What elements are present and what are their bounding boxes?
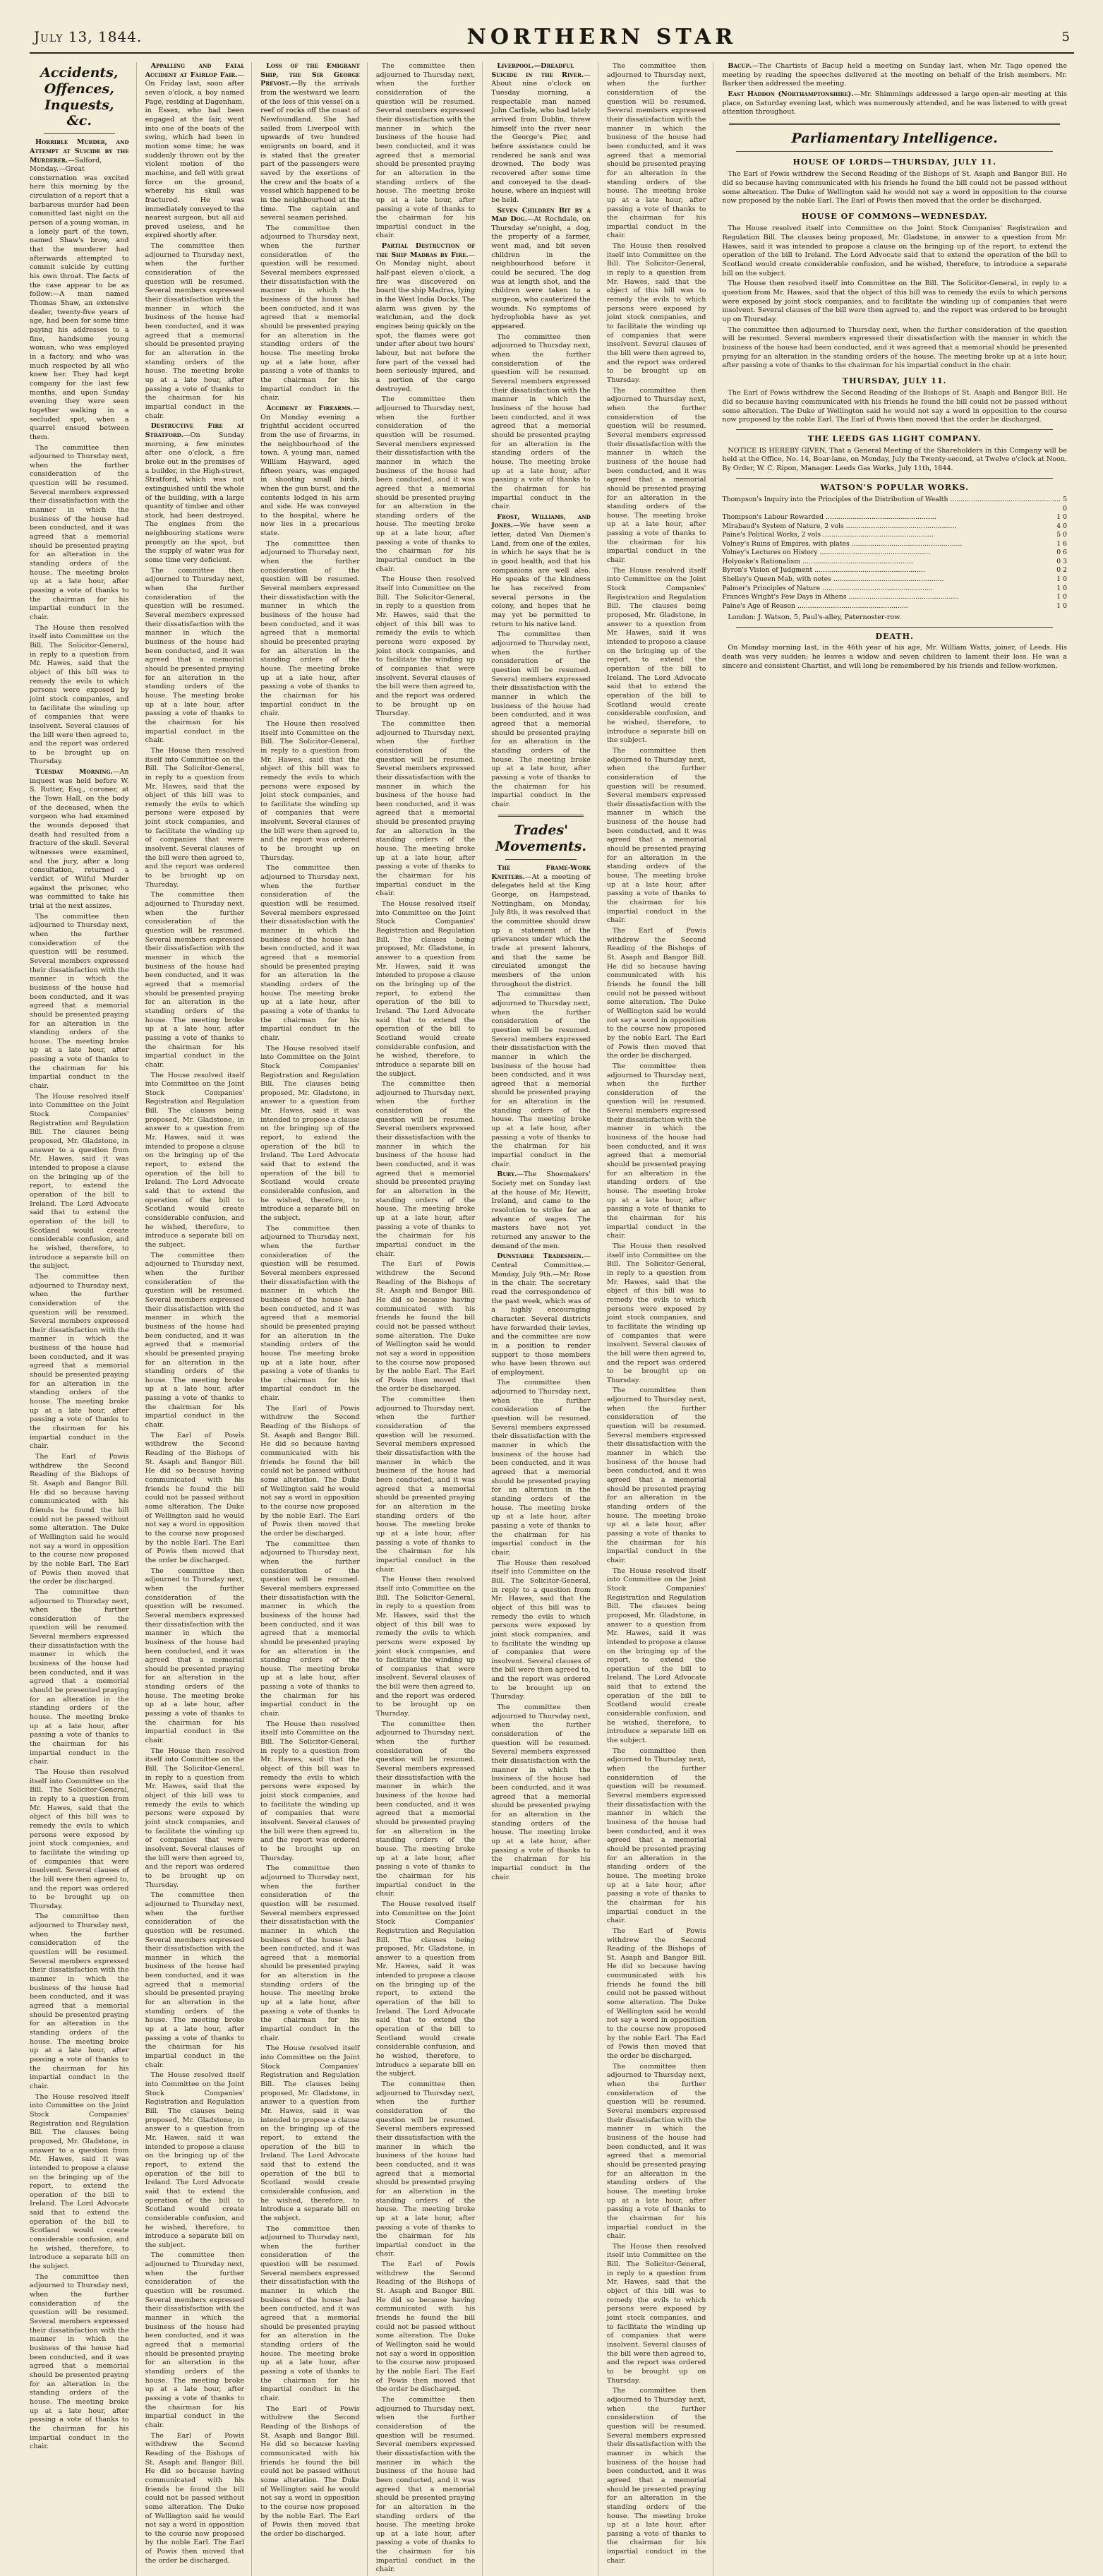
subheading-lords: HOUSE OF LORDS—THURSDAY, JULY 11.	[792, 157, 996, 167]
article-continuation: The committee then adjourned to Thursday next, when the further consideration of the question will be resumed. Several members expressed their dissatisfaction with the manner in which the business of the house had been conducted, and it was agreed that a memorial should be presented praying for an alteration in the standing orders of the house. The meeting broke up at a late hour, after passing a vote of thanks to the chairman for his impartial conduct in the chair.	[30, 1588, 129, 1766]
article-continuation: The committee then adjourned to Thursday next, when the further consideration of the question will be resumed. Several members expressed their dissatisfaction with the manner in which the business of the house had been conducted, and it was agreed that a memorial should be presented praying for an alteration in the standing orders of the house. The meeting broke up at a late hour, after passing a vote of thanks to the chairman for his impartial conduct in the chair.	[722, 325, 1067, 370]
article-continuation: The Earl of Powis withdrew the Second Reading of the Bishops of St. Asaph and Bangor Bill. He did so because having communicated with his friends he found the bill could not be passed without some alteration. The Duke of Wellington said he would not say a word in opposition to the course now proposed by the noble Earl. The Earl of Powis then moved that the order be discharged.	[375, 2260, 476, 2394]
article-continuation: The committee then adjourned to Thursday next, when the further consideration of the question will be resumed. Several members expressed their dissatisfaction with the manner in which the business of the house had been conducted, and it was agreed that a memorial should be presented praying for an alteration in the standing orders of the house. The meeting broke up at a late hour, after passing a vote of thanks to the chairman for his impartial conduct in the chair.	[145, 2251, 245, 2429]
article-inquest: Tuesday Morning.—An inquest was held before W. S. Rutter, Esq., coroner, at the Town Hall, on the body of the deceased, when the surgeon who had examined the wounds deposed that death had resulted from a fracture of the skull. Several witnesses were examined, and the jury, after a long consultation, returned a verdict of Wilful Murder against the prisoner, who was committed to take his trial at the next assizes.	[30, 768, 129, 910]
masthead	[30, 21, 1074, 54]
column-5	[491, 62, 598, 2576]
article-continuation: The House resolved itself into Committee on the Joint Stock Companies' Registration and Regulation Bill. The clauses being proposed, Mr. Gladstone, in answer to a question from Mr. Hawes, said it was intended to propose a clause on the bringing up of the report, to extend the operation of the bill to Ireland. The Lord Advocate said that to extend the operation of the bill to Scotland would create considerable confusion, and he wished, therefore, to introduce a separate bill on the subject.	[145, 1071, 245, 1249]
list-item: Paine's Age of Reason ..... 1 0	[722, 602, 1067, 611]
article-continuation: The House then resolved itself into Committee on the Bill. The Solicitor-General, in reply to a question from Mr. Hawes, said that the object of this bill was to remedy the evils to which persons were exposed by joint stock companies, and to facilitate the winding up of companies that were insolvent. Several clauses of the bill were then agreed to, and the report was ordered to be brought up on Thursday.	[260, 1720, 360, 1862]
column-4	[376, 62, 483, 2576]
list-item: Volney's Lectures on History ..... 0 6	[722, 549, 1067, 558]
article-continuation: The committee then adjourned to Thursday next, when the further consideration of the question will be resumed. Several members expressed their dissatisfaction with the manner in which the business of the house had been conducted, and it was agreed that a memorial should be presented praying for an alteration in the standing orders of the house. The meeting broke up at a late hour, after passing a vote of thanks to the chairman for his impartial conduct in the chair.	[491, 333, 591, 511]
article-loss-of-ship: Loss of the Emigrant Ship, the Sir George Prevost.—By the arrivals from the westward we learn of the loss of this vessel on a reef of rocks off the coast of Newfoundland. She had sailed from Liverpool with upwards of two hundred emigrants on board, and it is stated that the greater part of the passengers were saved by the exertions of the crew and the boats of a vessel which happened to be in the neighbourhood at the time. The captain and several seamen perished.	[260, 62, 360, 222]
article-continuation: The committee then adjourned to Thursday next, when the further consideration of the question will be resumed. Several members expressed their dissatisfaction with the manner in which the business of the house had been conducted, and it was agreed that a memorial should be presented praying for an alteration in the standing orders of the house. The meeting broke up at a late hour, after passing a vote of thanks to the chairman for his impartial conduct in the chair.	[375, 1080, 476, 1258]
newspaper-page	[30, 21, 1074, 2574]
article-continuation: The Earl of Powis withdrew the Second Reading of the Bishops of St. Asaph and Bangor Bill. He did so because having communicated with his friends he found the bill could not be passed without some alteration. The Duke of Wellington said he would not say a word in opposition to the course now proposed by the noble Earl. The Earl of Powis then moved that the order be discharged.	[375, 1260, 476, 1394]
article-continuation: The House then resolved itself into Committee on the Bill. The Solicitor-General, in reply to a question from Mr. Hawes, said that the object of this bill was to remedy the evils to which persons were exposed by joint stock companies, and to facilitate the winding up of companies that were insolvent. Several clauses of the bill were then agreed to, and the report was ordered to be brought up on Thursday.	[30, 623, 129, 766]
article-continuation: The House resolved itself into Committee on the Joint Stock Companies' Registration and Regulation Bill. The clauses being proposed, Mr. Gladstone, in answer to a question from Mr. Hawes, said it was intended to propose a clause on the bringing up of the report, to extend the operation of the bill to Ireland. The Lord Advocate said that to extend the operation of the bill to Scotland would create considerable confusion, and he wished, therefore, to introduce a separate bill on the subject.	[30, 2092, 129, 2271]
divider	[736, 627, 1053, 628]
article-continuation: The committee then adjourned to Thursday next, when the further consideration of the question will be resumed. Several members expressed their dissatisfaction with the manner in which the business of the house had been conducted, and it was agreed that a memorial should be presented praying for an alteration in the standing orders of the house. The meeting broke up at a late hour, after passing a vote of thanks to the chairman for his impartial conduct in the chair.	[375, 2080, 476, 2258]
article-continuation: The committee then adjourned to Thursday next, when the further consideration of the question will be resumed. Several members expressed their dissatisfaction with the manner in which the business of the house had been conducted, and it was agreed that a memorial should be presented praying for an alteration in the standing orders of the house. The meeting broke up at a late hour, after passing a vote of thanks to the chairman for his impartial conduct in the chair.	[145, 891, 245, 1069]
column-3	[260, 62, 368, 2576]
article-continuation: The House then resolved itself into Committee on the Bill. The Solicitor-General, in reply to a question from Mr. Hawes, said that the object of this bill was to remedy the evils to which persons were exposed by joint stock companies, and to facilitate the winding up of companies that were insolvent. Several clauses of the bill were then agreed to, and the report was ordered to be brought up on Thursday.	[606, 1242, 706, 1384]
article-continuation: The committee then adjourned to Thursday next, when the further consideration of the question will be resumed. Several members expressed their dissatisfaction with the manner in which the business of the house had been conducted, and it was agreed that a memorial should be presented praying for an alteration in the standing orders of the house. The meeting broke up at a late hour, after passing a vote of thanks to the chairman for his impartial conduct in the chair.	[30, 1272, 129, 1451]
article-continuation: The committee then adjourned to Thursday next, when the further consideration of the question will be resumed. Several members expressed their dissatisfaction with the manner in which the business of the house had been conducted, and it was agreed that a memorial should be presented praying for an alteration in the standing orders of the house. The meeting broke up at a late hour, after passing a vote of thanks to the chairman for his impartial conduct in the chair.	[30, 912, 129, 1091]
article-frost-williams: Frost, Williams, and Jones.—We have seen a letter, dated Van Diemen's Land, from one of the exiles, in which he says that he is in good health, and that his companions are well also. He speaks of the kindness he has received from several persons in the colony, and hopes that he may yet be permitted to return to his native land.	[491, 513, 591, 628]
list-item: Holyoake's Rationalism ..... 0 3	[722, 558, 1067, 567]
article-continuation: The House then resolved itself into Committee on the Bill. The Solicitor-General, in reply to a question from Mr. Hawes, said that the object of this bill was to remedy the evils to which persons were exposed by joint stock companies, and to facilitate the winding up of companies that were insolvent. Several clauses of the bill were then agreed to, and the report was ordered to be brought up on Thursday.	[375, 575, 476, 718]
article-continuation: The committee then adjourned to Thursday next, when the further consideration of the question will be resumed. Several members expressed their dissatisfaction with the manner in which the business of the house had been conducted, and it was agreed that a memorial should be presented praying for an alteration in the standing orders of the house. The meeting broke up at a late hour, after passing a vote of thanks to the chairman for his impartial conduct in the chair.	[375, 2395, 476, 2574]
article-fire: Destructive Fire at Stratford.—On Sunday morning, a few minutes after one o'clock, a fire broke out in the premises of a builder, in the High-street, Stratford, which was not extinguished until the whole of the building, with a large quantity of timber and other stock, had been destroyed. The engines from the neighbouring stations were promptly on the spot, but the supply of water was for some time very deficient.	[145, 422, 245, 565]
list-item: Mirabaud's System of Nature, 2 vols ..... 4 0	[722, 522, 1067, 532]
list-item: Volney's Ruins of Empires, with plates ..... 1 6	[722, 540, 1067, 549]
watson-imprint: London: J. Watson, 5, Paul's-alley, Paternoster-row.	[728, 613, 902, 622]
column-2	[145, 62, 253, 2576]
article-lords: The Earl of Powis withdrew the Second Reading of the Bishops of St. Asaph and Bangor Bill. He did so because having communicated with his friends he found the bill could not be passed without some alteration. The Duke of Wellington said he would not say a word in opposition to the course now proposed by the noble Earl. The Earl of Powis then moved that the order be discharged.	[722, 170, 1067, 205]
article-continuation: The House then resolved itself into Committee on the Bill. The Solicitor-General, in reply to a question from Mr. Hawes, said that the object of this bill was to remedy the evils to which persons were exposed by joint stock companies, and to facilitate the winding up of companies that were insolvent. Several clauses of the bill were then agreed to, and the report was ordered to be brought up on Thursday.	[375, 1576, 476, 1718]
death-notice-title: DEATH.	[875, 631, 914, 641]
list-item: Byron's Vision of Judgment ..... 0 2	[722, 566, 1067, 575]
article-continuation: The committee then adjourned to Thursday next, when the further consideration of the question will be resumed. Several members expressed their dissatisfaction with the manner in which the business of the house had been conducted, and it was agreed that a memorial should be presented praying for an alteration in the standing orders of the house. The meeting broke up at a late hour, after passing a vote of thanks to the chairman for his impartial conduct in the chair.	[606, 1747, 706, 1925]
article-continuation: The House then resolved itself into Committee on the Bill. The Solicitor-General, in reply to a question from Mr. Hawes, said that the object of this bill was to remedy the evils to which persons were exposed by joint stock companies, and to facilitate the winding up of companies that were insolvent. Several clauses of the bill were then agreed to, and the report was ordered to be brought up on Thursday.	[30, 1768, 129, 1910]
divider	[505, 859, 577, 860]
article-frame-knitters: The Frame-Work Knitters.—At a meeting of delegates held at the King George, on Hampstead, Nottingham, on Monday, July 8th, it was resolved that the committee should draw up a statement of the grievances under which the trade at present labours, and that the same be circulated amongst the members of the union throughout the district.	[491, 864, 591, 988]
article-continuation: The committee then adjourned to Thursday next, when the further consideration of the question will be resumed. Several members expressed their dissatisfaction with the manner in which the business of the house had been conducted, and it was agreed that a memorial should be presented praying for an alteration in the standing orders of the house. The meeting broke up at a late hour, after passing a vote of thanks to the chairman for his impartial conduct in the chair.	[606, 1062, 706, 1240]
article-bacup: Bacup.—The Chartists of Bacup held a meeting on Sunday last, when Mr. Tago opened the meeting by reading the speeches delivered at the meeting on behalf of the Irish members. Mr. Barker then addressed the meeting.	[722, 62, 1067, 88]
article-continuation: The House then resolved itself into Committee on the Bill. The Solicitor-General, in reply to a question from Mr. Hawes, said that the object of this bill was to remedy the evils to which persons were exposed by joint stock companies, and to facilitate the winding up of companies that were insolvent. Several clauses of the bill were then agreed to, and the report was ordered to be brought up on Thursday.	[491, 1559, 591, 1701]
article-continuation: The committee then adjourned to Thursday next, when the further consideration of the question will be resumed. Several members expressed their dissatisfaction with the manner in which the business of the house had been conducted, and it was agreed that a memorial should be presented praying for an alteration in the standing orders of the house. The meeting broke up at a late hour, after passing a vote of thanks to the chairman for his impartial conduct in the chair.	[491, 990, 591, 1168]
article-continuation: The committee then adjourned to Thursday next, when the further consideration of the question will be resumed. Several members expressed their dissatisfaction with the manner in which the business of the house had been conducted, and it was agreed that a memorial should be presented praying for an alteration in the standing orders of the house. The meeting broke up at a late hour, after passing a vote of thanks to the chairman for his impartial conduct in the chair.	[145, 566, 245, 745]
article-east-haddon: East Haddon (Northamptonshire).—Mr. Shimmings addressed a large open-air meeting at this place, on Saturday evening last, which was numerously attended, and he was listened to with great attention throughout.	[722, 90, 1067, 116]
article-continuation: The House resolved itself into Committee on the Joint Stock Companies' Registration and Regulation Bill. The clauses being proposed, Mr. Gladstone, in answer to a question from Mr. Hawes, said it was intended to propose a clause on the bringing up of the report, to extend the operation of the bill to Ireland. The Lord Advocate said that to extend the operation of the bill to Scotland would create considerable confusion, and he wished, therefore, to introduce a separate bill on the subject.	[606, 566, 706, 745]
article-continuation: The Earl of Powis withdrew the Second Reading of the Bishops of St. Asaph and Bangor Bill. He did so because having communicated with his friends he found the bill could not be passed without some alteration. The Duke of Wellington said he would not say a word in opposition to the course now proposed by the noble Earl. The Earl of Powis then moved that the order be discharged.	[606, 927, 706, 1060]
article-continuation: The Earl of Powis withdrew the Second Reading of the Bishops of St. Asaph and Bangor Bill. He did so because having communicated with his friends he found the bill could not be passed without some alteration. The Duke of Wellington said he would not say a word in opposition to the course now proposed by the noble Earl. The Earl of Powis then moved that the order be discharged.	[260, 1404, 360, 1538]
article-continuation: The Earl of Powis withdrew the Second Reading of the Bishops of St. Asaph and Bangor Bill. He did so because having communicated with his friends he found the bill could not be passed without some alteration. The Duke of Wellington said he would not say a word in opposition to the course now proposed by the noble Earl. The Earl of Powis then moved that the order be discharged.	[260, 2404, 360, 2538]
article-appalling-accident: Appalling and Fatal Accident at Fairlop Fair.—On Friday last, soon after seven o'clock, a boy named Page, residing at Dagenham, in Essex, who had been engaged at the fair, went into one of the boats of the swing, which had been in motion some time; he was suddenly thrown out by the violent motion of the machine, and fell with great force on the ground, whereby his skull was fractured. He was immediately conveyed to the nearest surgeon, but all aid proved useless, and he expired shortly after.	[145, 62, 245, 240]
article-continuation: The House resolved itself into Committee on the Joint Stock Companies' Registration and Regulation Bill. The clauses being proposed, Mr. Gladstone, in answer to a question from Mr. Hawes, said it was intended to propose a clause on the bringing up of the report, to extend the operation of the bill to Ireland. The Lord Advocate said that to extend the operation of the bill to Scotland would create considerable confusion, and he wished, therefore, to introduce a separate bill on the subject.	[606, 1566, 706, 1745]
article-continuation: The committee then adjourned to Thursday next, when the further consideration of the question will be resumed. Several members expressed their dissatisfaction with the manner in which the business of the house had been conducted, and it was agreed that a memorial should be presented praying for an alteration in the standing orders of the house. The meeting broke up at a late hour, after passing a vote of thanks to the chairman for his impartial conduct in the chair.	[260, 2224, 360, 2402]
notice-gas-company-text: NOTICE IS HEREBY GIVEN, That a General Meeting of the Shareholders in this Company will be held at the Office, No. 14, Boar-lane, on Monday, July the Twenty-second, at Twelve o'clock at Noon. By Order, W. C. Ripon, Manager. Leeds Gas Works, July 11th, 1844.	[722, 446, 1067, 472]
watson-works-list	[722, 496, 1067, 611]
article-continuation: The committee then adjourned to Thursday next, when the further consideration of the question will be resumed. Several members expressed their dissatisfaction with the manner in which the business of the house had been conducted, and it was agreed that a memorial should be presented praying for an alteration in the standing orders of the house. The meeting broke up at a late hour, after passing a vote of thanks to the chairman for his impartial conduct in the chair.	[606, 1386, 706, 1564]
article-continuation: The committee then adjourned to Thursday next, when the further consideration of the question will be resumed. Several members expressed their dissatisfaction with the manner in which the business of the house had been conducted, and it was agreed that a memorial should be presented praying for an alteration in the standing orders of the house. The meeting broke up at a late hour, after passing a vote of thanks to the chairman for his impartial conduct in the chair.	[145, 1891, 245, 2069]
article-continuation: The committee then adjourned to Thursday next, when the further consideration of the question will be resumed. Several members expressed their dissatisfaction with the manner in which the business of the house had been conducted, and it was agreed that a memorial should be presented praying for an alteration in the standing orders of the house. The meeting broke up at a late hour, after passing a vote of thanks to the chairman for his impartial conduct in the chair.	[606, 62, 706, 240]
article-continuation: The committee then adjourned to Thursday next, when the further consideration of the question will be resumed. Several members expressed their dissatisfaction with the manner in which the business of the house had been conducted, and it was agreed that a memorial should be presented praying for an alteration in the standing orders of the house. The meeting broke up at a late hour, after passing a vote of thanks to the chairman for his impartial conduct in the chair.	[606, 2387, 706, 2565]
list-item: Shelley's Queen Mab, with notes ..... 1 0	[722, 575, 1067, 585]
article-horrible-murder: Horrible Murder, and Attempt at Suicide by the Murderer.—Salford, Monday.—Great consternation was excited here this morning by the circulation of a report that a barbarous murder had been committed last night on the person of a young woman, in a lonely part of the town, named Shaw's brow, and that the murderer had afterwards attempted to commit suicide by cutting his own throat. The facts of the case appear to be as follow:—A man named Thomas Shaw, an extensive dealer, twenty-five years of age, had been for some time paying his addresses to a fine, handsome young woman, who was employed in a factory, and who was much respected by all who knew her. They had kept company for the last few months, and upon Sunday evening they were seen together walking in a secluded spot, when a quarrel ensued between them.	[30, 138, 129, 441]
divider	[736, 478, 1053, 479]
article-continuation: The committee then adjourned to Thursday next, when the further consideration of the question will be resumed. Several members expressed their dissatisfaction with the manner in which the business of the house had been conducted, and it was agreed that a memorial should be presented praying for an alteration in the standing orders of the house. The meeting broke up at a late hour, after passing a vote of thanks to the chairman for his impartial conduct in the chair.	[260, 1540, 360, 1718]
article-continuation: The Earl of Powis withdrew the Second Reading of the Bishops of St. Asaph and Bangor Bill. He did so because having communicated with his friends he found the bill could not be passed without some alteration. The Duke of Wellington said he would not say a word in opposition to the course now proposed by the noble Earl. The Earl of Powis then moved that the order be discharged.	[606, 1927, 706, 2061]
watson-works-title: WATSON'S POPULAR WORKS.	[820, 482, 969, 492]
article-madras-fire: Partial Destruction of the Ship Madras by Fire.—On Monday night, about half-past eleven o'clock, a fire was discovered on board the ship Madras, lying in the West India Docks. The alarm was given by the watchman, and the dock engines being quickly on the spot, the flames were got under after about two hours' labour, but not before the fore part of the vessel had been seriously injured, and a portion of the cargo destroyed.	[375, 242, 476, 393]
article-continuation: The committee then adjourned to Thursday next, when the further consideration of the question will be resumed. Several members expressed their dissatisfaction with the manner in which the business of the house had been conducted, and it was agreed that a memorial should be presented praying for an alteration in the standing orders of the house. The meeting broke up at a late hour, after passing a vote of thanks to the chairman for his impartial conduct in the chair.	[145, 1566, 245, 1745]
list-item: Palmer's Principles of Nature ..... 1 0	[722, 585, 1067, 594]
column-6	[607, 62, 714, 2576]
article-continuation: The committee then adjourned to Thursday next, when the further consideration of the question will be resumed. Several members expressed their dissatisfaction with the manner in which the business of the house had been conducted, and it was agreed that a memorial should be presented praying for an alteration in the standing orders of the house. The meeting broke up at a late hour, after passing a vote of thanks to the chairman for his impartial conduct in the chair.	[30, 443, 129, 621]
subheading-commons: HOUSE OF COMMONS—WEDNESDAY.	[801, 211, 988, 221]
article-continuation: The House resolved itself into Committee on the Joint Stock Companies' Registration and Regulation Bill. The clauses being proposed, Mr. Gladstone, in answer to a question from Mr. Hawes, said it was intended to propose a clause on the bringing up of the report, to extend the operation of the bill to Ireland. The Lord Advocate said that to extend the operation of the bill to Scotland would create considerable confusion, and he wished, therefore, to introduce a separate bill on the subject.	[260, 1044, 360, 1222]
list-item: Thompson's Inquiry into the Principles of the Distribution of Wealth ..... 5 0	[722, 496, 1067, 513]
issue-date: July 13, 1844.	[34, 28, 143, 45]
list-item: Paine's Political Works, 2 vols ..... 5 0	[722, 531, 1067, 540]
article-continuation: The House then resolved itself into Committee on the Bill. The Solicitor-General, in reply to a question from Mr. Hawes, said that the object of this bill was to remedy the evils to which persons were exposed by joint stock companies, and to facilitate the winding up of companies that were insolvent. Several clauses of the bill were then agreed to, and the report was ordered to be brought up on Thursday.	[145, 746, 245, 889]
article-continuation: The committee then adjourned to Thursday next, when the further consideration of the question will be resumed. Several members expressed their dissatisfaction with the manner in which the business of the house had been conducted, and it was agreed that a memorial should be presented praying for an alteration in the standing orders of the house. The meeting broke up at a late hour, after passing a vote of thanks to the chairman for his impartial conduct in the chair.	[145, 1251, 245, 1430]
article-continuation: The committee then adjourned to Thursday next, when the further consideration of the question will be resumed. Several members expressed their dissatisfaction with the manner in which the business of the house had been conducted, and it was agreed that a memorial should be presented praying for an alteration in the standing orders of the house. The meeting broke up at a late hour, after passing a vote of thanks to the chairman for his impartial conduct in the chair.	[375, 1396, 476, 1574]
article-continuation: The committee then adjourned to Thursday next, when the further consideration of the question will be resumed. Several members expressed their dissatisfaction with the manner in which the business of the house had been conducted, and it was agreed that a memorial should be presented praying for an alteration in the standing orders of the house. The meeting broke up at a late hour, after passing a vote of thanks to the chairman for his impartial conduct in the chair.	[375, 395, 476, 573]
article-continuation: The committee then adjourned to Thursday next, when the further consideration of the question will be resumed. Several members expressed their dissatisfaction with the manner in which the business of the house had been conducted, and it was agreed that a memorial should be presented praying for an alteration in the standing orders of the house. The meeting broke up at a late hour, after passing a vote of thanks to the chairman for his impartial conduct in the chair.	[375, 62, 476, 240]
article-continuation: The committee then adjourned to Thursday next, when the further consideration of the question will be resumed. Several members expressed their dissatisfaction with the manner in which the business of the house had been conducted, and it was agreed that a memorial should be presented praying for an alteration in the standing orders of the house. The meeting broke up at a late hour, after passing a vote of thanks to the chairman for his impartial conduct in the chair.	[260, 224, 360, 402]
article-continuation: The committee then adjourned to Thursday next, when the further consideration of the question will be resumed. Several members expressed their dissatisfaction with the manner in which the business of the house had been conducted, and it was agreed that a memorial should be presented praying for an alteration in the standing orders of the house. The meeting broke up at a late hour, after passing a vote of thanks to the chairman for his impartial conduct in the chair.	[606, 2062, 706, 2241]
article-continuation: The committee then adjourned to Thursday next, when the further consideration of the question will be resumed. Several members expressed their dissatisfaction with the manner in which the business of the house had been conducted, and it was agreed that a memorial should be presented praying for an alteration in the standing orders of the house. The meeting broke up at a late hour, after passing a vote of thanks to the chairman for his impartial conduct in the chair.	[260, 864, 360, 1042]
article-continuation: The House resolved itself into Committee on the Joint Stock Companies' Registration and Regulation Bill. The clauses being proposed, Mr. Gladstone, in answer to a question from Mr. Hawes, said it was intended to propose a clause on the bringing up of the report, to extend the operation of the bill to Ireland. The Lord Advocate said that to extend the operation of the bill to Scotland would create considerable confusion, and he wished, therefore, to introduce a separate bill on the subject.	[30, 1092, 129, 1271]
article-continuation: The committee then adjourned to Thursday next, when the further consideration of the question will be resumed. Several members expressed their dissatisfaction with the manner in which the business of the house had been conducted, and it was agreed that a memorial should be presented praying for an alteration in the standing orders of the house. The meeting broke up at a late hour, after passing a vote of thanks to the chairman for his impartial conduct in the chair.	[491, 1379, 591, 1557]
list-item: Thompson's Labour Rewarded ..... 1 0	[722, 513, 1067, 522]
divider	[729, 123, 1060, 125]
article-dunstable: Dunstable Tradesmen.—Central Committee.—Monday, July 9th.—Mr. Rose in the chair. The secretary read the correspondence of the past week, which was of a highly encouraging character. Several districts have forwarded their levies, and the committee are now in a position to render support to those members who have been thrown out of employment.	[491, 1252, 591, 1377]
article-continuation: The committee then adjourned to Thursday next, when the further consideration of the question will be resumed. Several members expressed their dissatisfaction with the manner in which the business of the house had been conducted, and it was agreed that a memorial should be presented praying for an alteration in the standing orders of the house. The meeting broke up at a late hour, after passing a vote of thanks to the chairman for his impartial conduct in the chair.	[606, 746, 706, 925]
column-1	[30, 62, 137, 2576]
article-bury: Bury.—The Shoemakers' Society met on Sunday last at the house of Mr. Hewitt, Ireland, and came to the resolution to strike for an advance of wages. The masters have not yet returned any answer to the demand of the men.	[491, 1170, 591, 1250]
death-notice-text: On Monday morning last, in the 46th year of his age, Mr. William Watts, joiner, of Leeds. His death was very sudden; he leaves a widow and seven children to lament their loss. He was a sincere and consistent Chartist, and will long be remembered by his friends and fellow-workmen.	[722, 644, 1067, 670]
article-joint-stock: The House then resolved itself into Committee on the Bill. The Solicitor-General, in reply to a question from Mr. Hawes, said that the object of this bill was to remedy the evils to which persons were exposed by joint stock companies, and to facilitate the winding up of companies that were insolvent. Several clauses of the bill were then agreed to, and the report was ordered to be brought up on Thursday.	[722, 280, 1067, 323]
article-continuation: The House then resolved itself into Committee on the Bill. The Solicitor-General, in reply to a question from Mr. Hawes, said that the object of this bill was to remedy the evils to which persons were exposed by joint stock companies, and to facilitate the winding up of companies that were insolvent. Several clauses of the bill were then agreed to, and the report was ordered to be brought up on Thursday.	[260, 719, 360, 862]
columns	[30, 62, 1074, 2574]
article-continuation: The House then resolved itself into Committee on the Bill. The Solicitor-General, in reply to a question from Mr. Hawes, said that the object of this bill was to remedy the evils to which persons were exposed by joint stock companies, and to facilitate the winding up of companies that were insolvent. Several clauses of the bill were then agreed to, and the report was ordered to be brought up on Thursday.	[145, 1747, 245, 1889]
article-continuation: The Earl of Powis withdrew the Second Reading of the Bishops of St. Asaph and Bangor Bill. He did so because having communicated with his friends he found the bill could not be passed without some alteration. The Duke of Wellington said he would not say a word in opposition to the course now proposed by the noble Earl. The Earl of Powis then moved that the order be discharged.	[145, 2431, 245, 2565]
article-continuation: The committee then adjourned to Thursday next, when the further consideration of the question will be resumed. Several members expressed their dissatisfaction with the manner in which the business of the house had been conducted, and it was agreed that a memorial should be presented praying for an alteration in the standing orders of the house. The meeting broke up at a late hour, after passing a vote of thanks to the chairman for his impartial conduct in the chair.	[491, 630, 591, 808]
divider	[736, 429, 1053, 430]
article-continuation: The House resolved itself into Committee on the Joint Stock Companies' Registration and Regulation Bill. The clauses being proposed, Mr. Gladstone, in answer to a question from Mr. Hawes, said it was intended to propose a clause on the bringing up of the report, to extend the operation of the bill to Ireland. The Lord Advocate said that to extend the operation of the bill to Scotland would create considerable confusion, and he wished, therefore, to introduce a separate bill on the subject.	[375, 900, 476, 1078]
article-suicide: Liverpool.—Dreadful Suicide in the River.—About nine o'clock on Tuesday morning, a respectable man named John Carlisle, who had lately arrived from Dublin, threw himself into the river near the George's Pier, and before assistance could be rendered he sank and was drowned. The body was recovered after some time and conveyed to the dead-house, where an inquest will be held.	[491, 62, 591, 204]
list-item: Frances Wright's Few Days in Athens ..... 1 0	[722, 593, 1067, 602]
article-continuation: The Earl of Powis withdrew the Second Reading of the Bishops of St. Asaph and Bangor Bill. He did so because having communicated with his friends he found the bill could not be passed without some alteration. The Duke of Wellington said he would not say a word in opposition to the course now proposed by the noble Earl. The Earl of Powis then moved that the order be discharged.	[30, 1453, 129, 1586]
divider	[498, 815, 584, 817]
article-continuation: The committee then adjourned to Thursday next, when the further consideration of the question will be resumed. Several members expressed their dissatisfaction with the manner in which the business of the house had been conducted, and it was agreed that a memorial should be presented praying for an alteration in the standing orders of the house. The meeting broke up at a late hour, after passing a vote of thanks to the chairman for his impartial conduct in the chair.	[260, 1224, 360, 1403]
article-continuation: The committee then adjourned to Thursday next, when the further consideration of the question will be resumed. Several members expressed their dissatisfaction with the manner in which the business of the house had been conducted, and it was agreed that a memorial should be presented praying for an alteration in the standing orders of the house. The meeting broke up at a late hour, after passing a vote of thanks to the chairman for his impartial conduct in the chair.	[260, 1864, 360, 2042]
column-7	[722, 62, 1074, 2576]
notice-gas-company-title: THE LEEDS GAS LIGHT COMPANY.	[807, 434, 982, 444]
article-continuation: The committee then adjourned to Thursday next, when the further consideration of the question will be resumed. Several members expressed their dissatisfaction with the manner in which the business of the house had been conducted, and it was agreed that a memorial should be presented praying for an alteration in the standing orders of the house. The meeting broke up at a late hour, after passing a vote of thanks to the chairman for his impartial conduct in the chair.	[491, 1703, 591, 1881]
article-commons: The House resolved itself into Committee on the Joint Stock Companies' Registration and Regulation Bill. The clauses being proposed, Mr. Gladstone, in answer to a question from Mr. Hawes, said it was intended to propose a clause on the bringing up of the report, to extend the operation of the bill to Ireland. The Lord Advocate said that to extend the operation of the bill to Scotland would create considerable confusion, and he wished, therefore, to introduce a separate bill on the subject.	[722, 224, 1067, 277]
section-heading-parliament: Parliamentary Intelligence.	[791, 130, 998, 146]
article-continuation: The House resolved itself into Committee on the Joint Stock Companies' Registration and Regulation Bill. The clauses being proposed, Mr. Gladstone, in answer to a question from Mr. Hawes, said it was intended to propose a clause on the bringing up of the report, to extend the operation of the bill to Ireland. The Lord Advocate said that to extend the operation of the bill to Scotland would create considerable confusion, and he wished, therefore, to introduce a separate bill on the subject.	[145, 2071, 245, 2249]
article-firearms: Accident by Firearms.—On Monday evening a frightful accident occurred from the use of firearms, in the neighbourhood of the town. A young man, named William Hayward, aged fifteen years, was engaged in shooting small birds, when the gun burst, and the contents lodged in his arm and side. He was conveyed to the hospital, where he now lies in a precarious state.	[260, 404, 360, 538]
section-heading-trades: Trades' Movements.	[495, 822, 586, 855]
page-number: 5	[1061, 29, 1070, 44]
newspaper-title: NORTHERN STAR	[466, 24, 737, 49]
article-continuation: The committee then adjourned to Thursday next, when the further consideration of the question will be resumed. Several members expressed their dissatisfaction with the manner in which the business of the house had been conducted, and it was agreed that a memorial should be presented praying for an alteration in the standing orders of the house. The meeting broke up at a late hour, after passing a vote of thanks to the chairman for his impartial conduct in the chair.	[375, 719, 476, 898]
section-heading-accidents: Accidents, Offences, Inquests, &c.	[40, 65, 119, 129]
article-continuation: The House then resolved itself into Committee on the Bill. The Solicitor-General, in reply to a question from Mr. Hawes, said that the object of this bill was to remedy the evils to which persons were exposed by joint stock companies, and to facilitate the winding up of companies that were insolvent. Several clauses of the bill were then agreed to, and the report was ordered to be brought up on Thursday.	[606, 242, 706, 384]
article-continuation: The Earl of Powis withdrew the Second Reading of the Bishops of St. Asaph and Bangor Bill. He did so because having communicated with his friends he found the bill could not be passed without some alteration. The Duke of Wellington said he would not say a word in opposition to the course now proposed by the noble Earl. The Earl of Powis then moved that the order be discharged.	[145, 1431, 245, 1564]
article-continuation: The House resolved itself into Committee on the Joint Stock Companies' Registration and Regulation Bill. The clauses being proposed, Mr. Gladstone, in answer to a question from Mr. Hawes, said it was intended to propose a clause on the bringing up of the report, to extend the operation of the bill to Ireland. The Lord Advocate said that to extend the operation of the bill to Scotland would create considerable confusion, and he wished, therefore, to introduce a separate bill on the subject.	[375, 1900, 476, 2078]
article-continuation: The committee then adjourned to Thursday next, when the further consideration of the question will be resumed. Several members expressed their dissatisfaction with the manner in which the business of the house had been conducted, and it was agreed that a memorial should be presented praying for an alteration in the standing orders of the house. The meeting broke up at a late hour, after passing a vote of thanks to the chairman for his impartial conduct in the chair.	[30, 2272, 129, 2451]
article-continuation: The committee then adjourned to Thursday next, when the further consideration of the question will be resumed. Several members expressed their dissatisfaction with the manner in which the business of the house had been conducted, and it was agreed that a memorial should be presented praying for an alteration in the standing orders of the house. The meeting broke up at a late hour, after passing a vote of thanks to the chairman for his impartial conduct in the chair.	[30, 1912, 129, 2090]
article-seven-children: Seven Children Bit by a Mad Dog.—At Rochdale, on Thursday se'nnight, a dog, the property of a farmer, went mad, and bit seven children in the neighbourhood before it could be secured. The dog was at length shot, and the children were taken to a surgeon, who cauterized the wounds. No symptoms of hydrophobia have as yet appeared.	[491, 206, 591, 331]
divider	[44, 133, 115, 134]
subheading-thursday: THURSDAY, JULY 11.	[842, 376, 947, 385]
article-continuation: The Earl of Powis withdrew the Second Reading of the Bishops of St. Asaph and Bangor Bill. He did so because having communicated with his friends he found the bill could not be passed without some alteration. The Duke of Wellington said he would not say a word in opposition to the course now proposed by the noble Earl. The Earl of Powis then moved that the order be discharged.	[722, 389, 1067, 424]
article-continuation: The committee then adjourned to Thursday next, when the further consideration of the question will be resumed. Several members expressed their dissatisfaction with the manner in which the business of the house had been conducted, and it was agreed that a memorial should be presented praying for an alteration in the standing orders of the house. The meeting broke up at a late hour, after passing a vote of thanks to the chairman for his impartial conduct in the chair.	[145, 242, 245, 420]
article-continuation: The committee then adjourned to Thursday next, when the further consideration of the question will be resumed. Several members expressed their dissatisfaction with the manner in which the business of the house had been conducted, and it was agreed that a memorial should be presented praying for an alteration in the standing orders of the house. The meeting broke up at a late hour, after passing a vote of thanks to the chairman for his impartial conduct in the chair.	[260, 539, 360, 718]
article-continuation: The House resolved itself into Committee on the Joint Stock Companies' Registration and Regulation Bill. The clauses being proposed, Mr. Gladstone, in answer to a question from Mr. Hawes, said it was intended to propose a clause on the bringing up of the report, to extend the operation of the bill to Ireland. The Lord Advocate said that to extend the operation of the bill to Scotland would create considerable confusion, and he wished, therefore, to introduce a separate bill on the subject.	[260, 2044, 360, 2222]
divider	[736, 151, 1053, 152]
article-continuation: The committee then adjourned to Thursday next, when the further consideration of the question will be resumed. Several members expressed their dissatisfaction with the manner in which the business of the house had been conducted, and it was agreed that a memorial should be presented praying for an alteration in the standing orders of the house. The meeting broke up at a late hour, after passing a vote of thanks to the chairman for his impartial conduct in the chair.	[375, 1720, 476, 1898]
article-continuation: The House then resolved itself into Committee on the Bill. The Solicitor-General, in reply to a question from Mr. Hawes, said that the object of this bill was to remedy the evils to which persons were exposed by joint stock companies, and to facilitate the winding up of companies that were insolvent. Several clauses of the bill were then agreed to, and the report was ordered to be brought up on Thursday.	[606, 2242, 706, 2385]
article-continuation: The committee then adjourned to Thursday next, when the further consideration of the question will be resumed. Several members expressed their dissatisfaction with the manner in which the business of the house had been conducted, and it was agreed that a memorial should be presented praying for an alteration in the standing orders of the house. The meeting broke up at a late hour, after passing a vote of thanks to the chairman for his impartial conduct in the chair.	[606, 386, 706, 565]
